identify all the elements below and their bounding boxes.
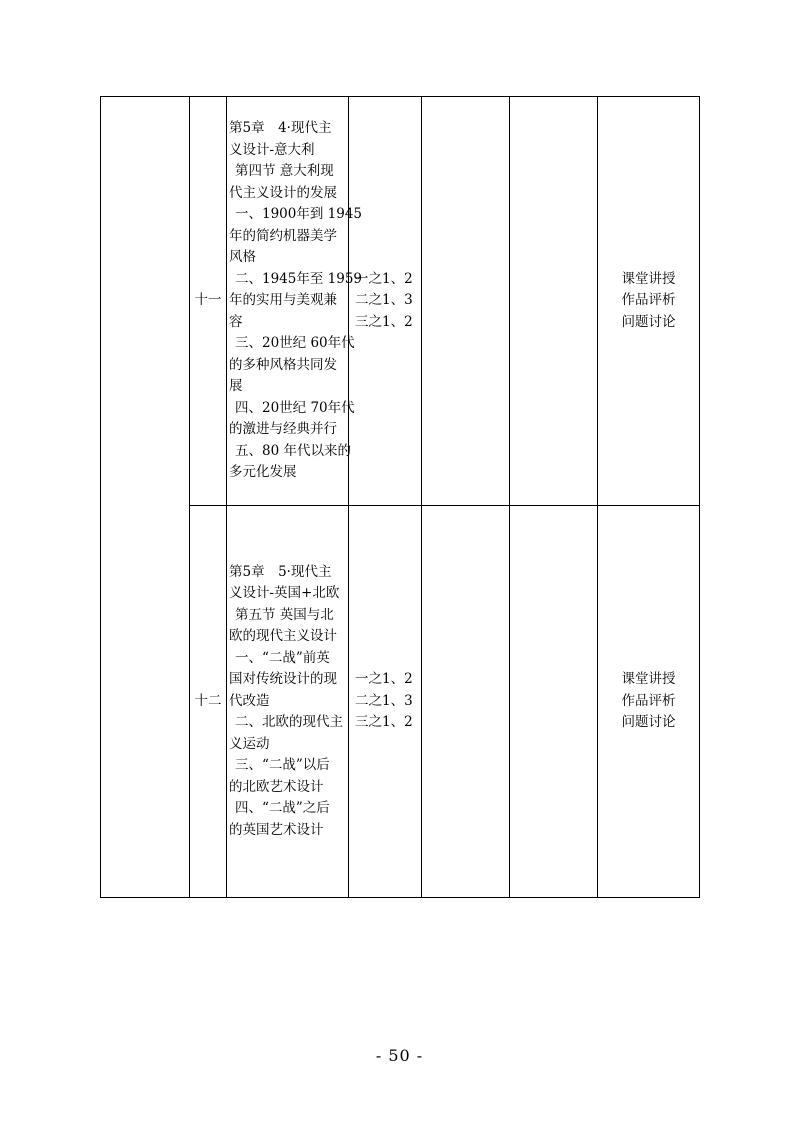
- method-line: 问题讨论: [621, 714, 676, 731]
- content-line: 的多种风格共同发: [229, 356, 337, 373]
- method-line: 作品评析: [621, 692, 676, 709]
- content-line: 展: [229, 378, 243, 395]
- method-line: 作品评析: [621, 292, 676, 309]
- method-line: 课堂讲授: [621, 671, 676, 688]
- week-cell: 十一: [190, 97, 227, 506]
- content-line: 的北欧艺术设计: [229, 778, 324, 795]
- content-line: 第五节 英国与北: [235, 606, 334, 623]
- content-line: 第5章 4·现代主: [229, 120, 332, 137]
- content-line: 代改造: [229, 692, 270, 709]
- content-line: 义运动: [229, 735, 270, 752]
- content-line: 义设计-意大利: [229, 141, 315, 158]
- content-line: 的英国艺术设计: [229, 821, 324, 838]
- method-line: 课堂讲授: [621, 270, 676, 287]
- content-line: 四、“二战”之后: [235, 800, 330, 817]
- content-line: 一、“二战”前英: [235, 649, 330, 666]
- content-line: 第5章 5·现代主: [229, 563, 332, 580]
- objective-line: 一之1、2: [355, 671, 413, 688]
- content-line: 义设计-英国+北欧: [229, 585, 340, 602]
- content-line: 代主义设计的发展: [229, 184, 337, 201]
- empty-cell: [510, 506, 598, 898]
- page-number: - 50 -: [375, 1046, 424, 1065]
- content-line: 欧的现代主义设计: [229, 628, 337, 645]
- methods-lines: [598, 669, 699, 734]
- content-line: 二、北欧的现代主: [235, 714, 343, 731]
- content-line: 的激进与经典并行: [229, 421, 337, 438]
- content-line: 国对传统设计的现: [229, 671, 337, 688]
- content-line: 年的实用与美观兼: [229, 292, 337, 309]
- objective-line: 一之1、2: [355, 270, 413, 287]
- content-line: 风格: [229, 249, 256, 266]
- table-row: [101, 506, 700, 898]
- content-cell: [227, 506, 349, 898]
- method-line: 问题讨论: [621, 313, 676, 330]
- content-line: 三、20世纪 60年代: [235, 335, 355, 352]
- empty-cell: [422, 506, 510, 898]
- content-line: 容: [229, 313, 243, 330]
- content-line: 第四节 意大利现: [235, 163, 334, 180]
- objective-line: 三之1、2: [355, 313, 413, 330]
- objectives-lines: [349, 269, 421, 334]
- content-line: 一、1900年到 1945: [235, 206, 363, 223]
- empty-cell: [510, 97, 598, 506]
- content-line: 五、80 年代以来的: [235, 442, 351, 459]
- methods-cell: [598, 506, 700, 898]
- objectives-cell: [349, 506, 422, 898]
- methods-cell: [598, 97, 700, 506]
- content-lines: [227, 118, 363, 484]
- empty-cell: [422, 97, 510, 506]
- objective-line: 三之1、2: [355, 714, 413, 731]
- course-name-cell: [101, 97, 190, 898]
- content-line: 多元化发展: [229, 464, 297, 481]
- methods-lines: [598, 269, 699, 334]
- content-lines: [227, 562, 348, 842]
- content-line: 三、“二战”以后: [235, 757, 330, 774]
- content-cell: [227, 97, 363, 506]
- week-cell: 十二: [190, 506, 227, 898]
- content-line: 二、1945年至 1959: [235, 270, 363, 287]
- table-row: [101, 97, 700, 506]
- objective-line: 二之1、3: [355, 292, 413, 309]
- syllabus-table: [100, 96, 700, 898]
- objectives-cell: [349, 97, 422, 506]
- content-line: 年的简约机器美学: [229, 227, 337, 244]
- objective-line: 二之1、3: [355, 692, 413, 709]
- objectives-lines: [349, 669, 421, 734]
- content-line: 四、20世纪 70年代: [235, 399, 355, 416]
